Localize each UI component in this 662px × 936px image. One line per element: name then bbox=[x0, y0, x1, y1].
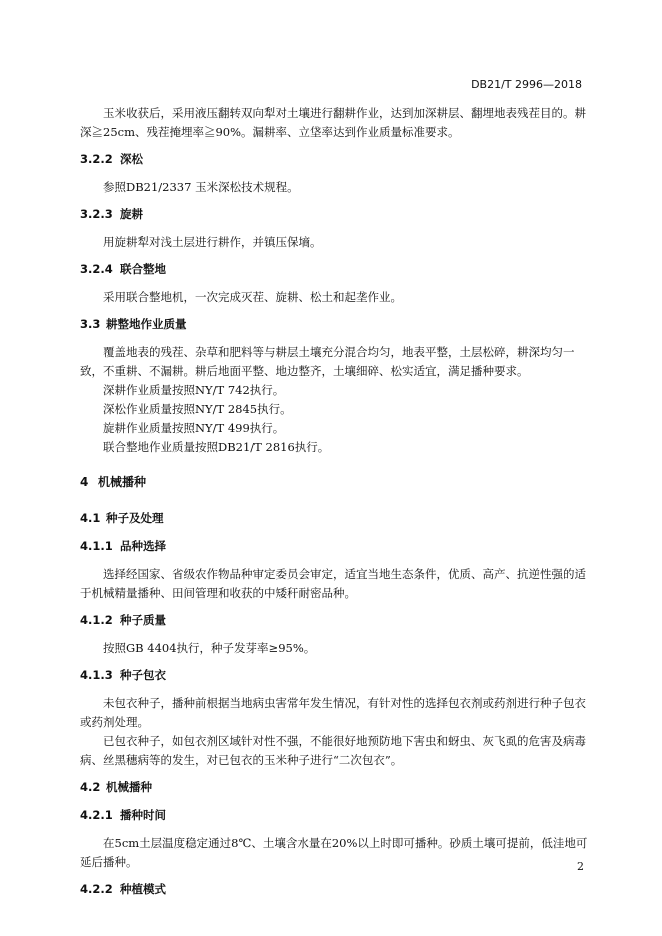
heading-number: 3.3 bbox=[80, 317, 101, 331]
paragraph-seed-quality: 按照GB 4404执行，种子发芽率≥95%。 bbox=[103, 641, 316, 655]
heading-4 bbox=[80, 473, 588, 492]
heading-number: 3.2.4 bbox=[80, 262, 113, 276]
heading-3-2-3 bbox=[80, 205, 588, 224]
heading-title: 种子质量 bbox=[120, 613, 166, 627]
page-number: 2 bbox=[577, 860, 584, 873]
paragraph-coated-seed: 已包衣种子，如包衣剂区域针对性不强，不能很好地预防地下害虫和蚜虫、灰飞虱的危害及病毒病、丝黑穗病等的发生，对已包衣的玉米种子进行“二次包衣”。 bbox=[80, 734, 586, 767]
paragraph-subsoiling: 参照DB21/2337 玉米深松技术规程。 bbox=[103, 180, 299, 194]
heading-number: 4.2 bbox=[80, 780, 101, 794]
paragraph-combined-preparation: 采用联合整地机，一次完成灭茬、旋耕、松土和起垄作业。 bbox=[103, 290, 402, 304]
paragraph-uncoated-seed: 未包衣种子，播种前根据当地病虫害常年发生情况，有针对性的选择包衣剂或药剂进行种子包衣或药剂处理。 bbox=[80, 696, 586, 729]
heading-3-3 bbox=[80, 315, 588, 334]
paragraph-plowing: 玉米收获后，采用液压翻转双向犁对土壤进行翻耕作业，达到加深耕层、翻埋地表残茬目的。耕深≧25cm、残茬掩埋率≧90%。漏耕率、立垡率达到作业质量标准要求。 bbox=[80, 106, 586, 139]
document-code-header: DB21/T 2996—2018 bbox=[471, 78, 582, 91]
heading-3-2-2 bbox=[80, 150, 588, 169]
page-content bbox=[80, 104, 588, 908]
heading-title: 旋耕 bbox=[120, 207, 143, 221]
heading-title: 机械播种 bbox=[106, 780, 152, 794]
heading-4-1-2 bbox=[80, 611, 588, 630]
paragraph-sowing-time: 在5cm土层温度稳定通过8℃、土壤含水量在20%以上时即可播种。砂质土壤可提前，低洼地可延后播种。 bbox=[80, 836, 588, 869]
heading-4-2 bbox=[80, 778, 588, 797]
heading-title: 联合整地 bbox=[120, 262, 166, 276]
heading-number: 3.2.3 bbox=[80, 207, 113, 221]
quality-line-subsoiling: 深松作业质量按照NY/T 2845执行。 bbox=[103, 402, 292, 416]
heading-4-1-3 bbox=[80, 666, 588, 685]
heading-title: 种子包衣 bbox=[120, 668, 166, 682]
heading-4-1-1 bbox=[80, 537, 588, 556]
heading-title: 机械播种 bbox=[98, 475, 147, 489]
heading-title: 深松 bbox=[120, 152, 143, 166]
heading-number: 4.1.3 bbox=[80, 668, 113, 682]
heading-title: 种子及处理 bbox=[106, 511, 164, 525]
heading-number: 4.1.1 bbox=[80, 539, 113, 553]
heading-number: 4.1 bbox=[80, 511, 101, 525]
heading-3-2-4 bbox=[80, 260, 588, 279]
heading-title: 播种时间 bbox=[120, 808, 166, 822]
quality-line-rotary: 旋耕作业质量按照NY/T 499执行。 bbox=[103, 421, 285, 435]
quality-line-combined: 联合整地作业质量按照DB21/T 2816执行。 bbox=[103, 440, 330, 454]
heading-number: 3.2.2 bbox=[80, 152, 113, 166]
heading-number: 4.1.2 bbox=[80, 613, 113, 627]
heading-number: 4 bbox=[80, 475, 89, 489]
paragraph-quality: 覆盖地表的残茬、杂草和肥料等与耕层土壤充分混合均匀，地表平整，土层松碎，耕深均匀一致，不重耕、不漏耕。耕后地面平整、地边整齐，土壤细碎、松实适宜，满足播种要求。 bbox=[80, 345, 575, 378]
heading-title: 耕整地作业质量 bbox=[106, 317, 187, 331]
heading-title: 品种选择 bbox=[120, 539, 166, 553]
paragraph-rotary-tillage: 用旋耕犁对浅土层进行耕作，并镇压保墒。 bbox=[103, 235, 322, 249]
heading-title: 种植模式 bbox=[120, 882, 166, 896]
heading-4-2-1 bbox=[80, 806, 588, 825]
paragraph-variety-selection: 选择经国家、省级农作物品种审定委员会审定，适宜当地生态条件，优质、高产、抗逆性强的适于机械精量播种、田间管理和收获的中矮秆耐密品种。 bbox=[80, 567, 586, 600]
quality-line-deep-plowing: 深耕作业质量按照NY/T 742执行。 bbox=[103, 383, 285, 397]
heading-4-2-2 bbox=[80, 880, 588, 899]
heading-number: 4.2.1 bbox=[80, 808, 113, 822]
heading-number: 4.2.2 bbox=[80, 882, 113, 896]
heading-4-1 bbox=[80, 509, 588, 528]
